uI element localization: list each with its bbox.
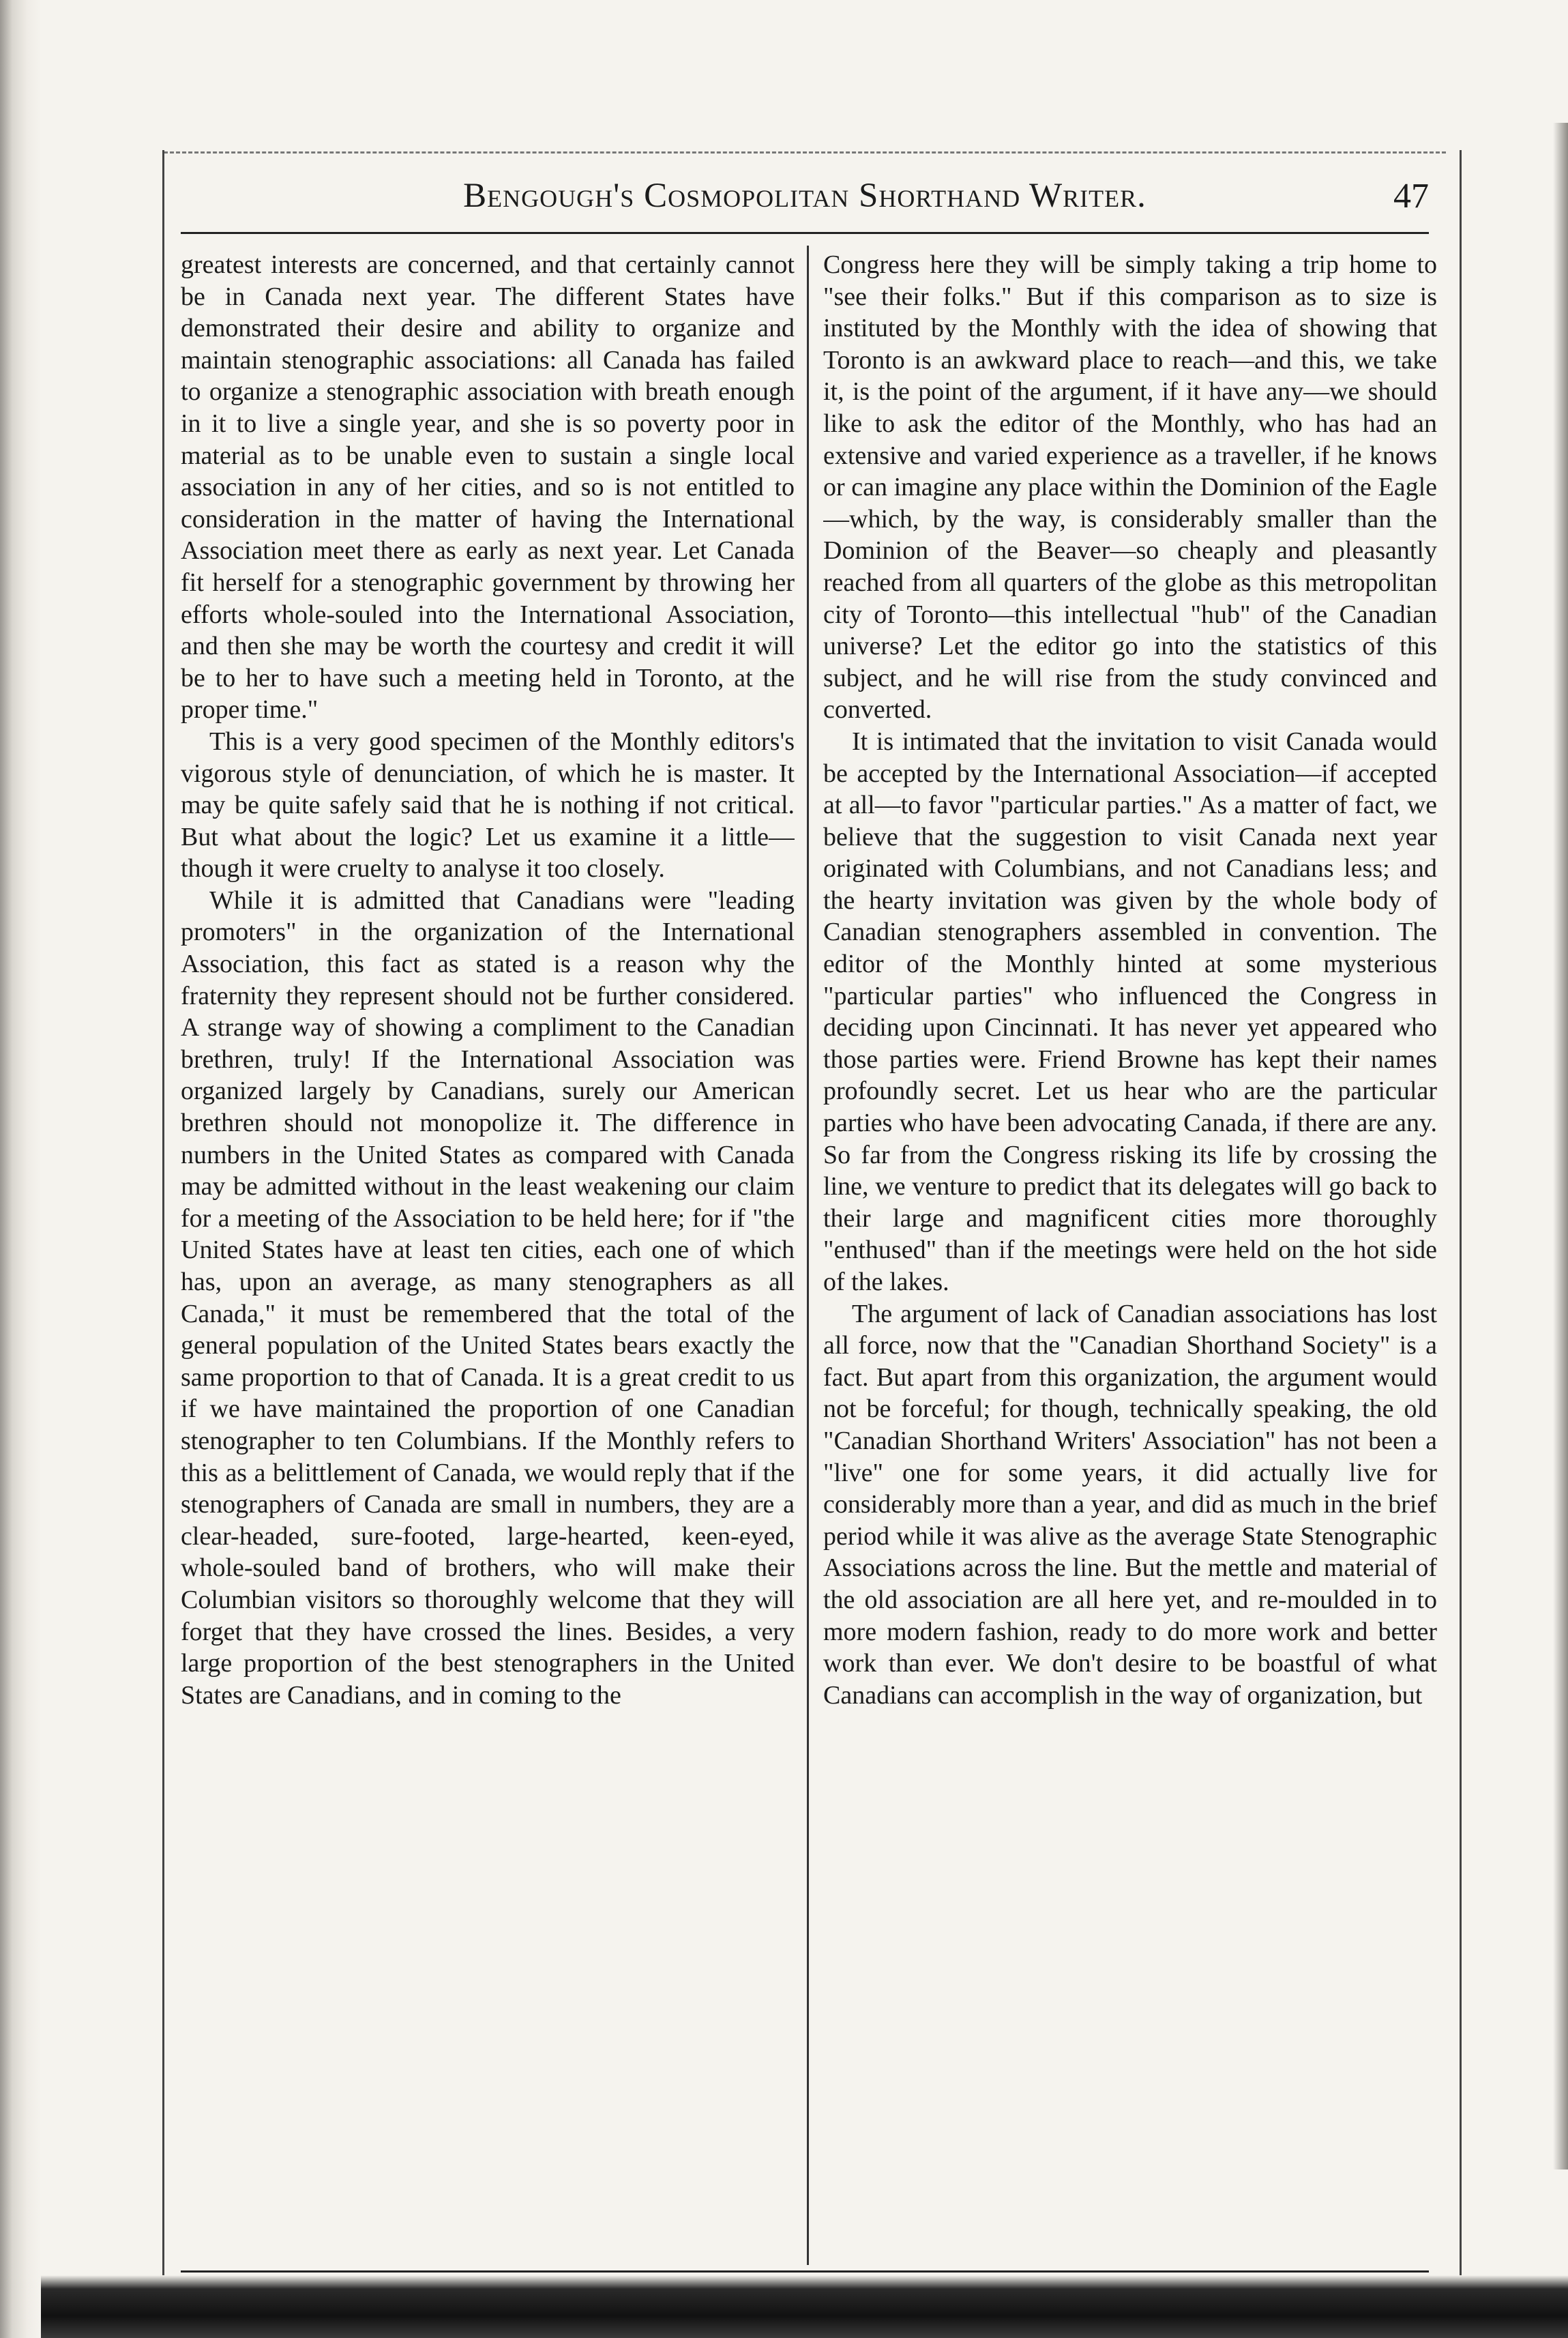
paragraph: Congress here they will be simply taking a trip home to "see their folks." But if this comparison as to size is instituted by the Monthly with the idea of showing that Toronto is an awkward place to reach—and this, we take it, is the point of the argument, if it have any—we should like to ask the editor of the Monthly, who has had an extensive and varied experience as a traveller, if he knows or can imagine any place within the Dominion of the Eagle—which, by the way, is considerably smaller than the Dominion of the Beaver—so cheaply and pleasantly reached from all quarters of the globe as this metropolitan city of Toronto—this intellectual "hub" of the Canadian universe? Let the editor go into the statistics of this subject, and he will rise from the study convinced and converted. xyxy=(823,250,1437,725)
running-head: Bengough's Cosmopolitan Shorthand Writer. xyxy=(463,177,1147,215)
page-number: 47 xyxy=(1393,177,1429,216)
scan-edge-left xyxy=(0,0,41,2338)
scan-edge-right xyxy=(1553,123,1568,2169)
header-rule xyxy=(181,232,1429,234)
paragraph: This is a very good specimen of the Monthly editors's vigorous style of denunciation, of which he is master. It may be quite safely said that he is nothing if not critical. But what about the logic? Let us examine it a little—though it were cruelty to analyse it too closely. xyxy=(181,727,795,883)
scan-bottom-edge xyxy=(41,2275,1568,2338)
paragraph: The argument of lack of Canadian associations has lost all force, now that the "Canadian Shorthand Society" is a fact. But apart from this organization, the argument would not be forceful; for though, technically speaking, the old "Canadian Shorthand Writers' Association" has not been a "live" one for some years, it did actually live for considerably more than a year, and did as much in the brief period while it was alive as the average State Stenographic Associations across the line. But the mettle and material of the old association are all here yet, and re-moulded in to more modern fashion, ready to do more work and better work than ever. We don't desire to be boastful of what Canadians can accomplish in the way of organization, but xyxy=(823,1299,1437,1710)
top-rule xyxy=(164,151,1446,154)
paragraph: greatest interests are concerned, and that certainly cannot be in Canada next year. The different States have demonstrated their desire and ability to organize and maintain stenographic associations: all Canada has failed to organize a stenographic association with breath enough in it to live a single year, and she is so poverty poor in material as to be unable even to sustain a single local association in any of her cities, and so is not entitled to consideration in the matter of having the International Association meet there as early as next year. Let Canada fit herself for a stenographic government by throwing her efforts whole-souled into the International Association, and then she may be worth the courtesy and credit it will be to her to have such a meeting held in Toronto, at the proper time." xyxy=(181,250,795,725)
frame-rule-right xyxy=(1460,150,1462,2279)
paragraph: While it is admitted that Canadians were "leading promoters" in the organization of the International Association, this fact as stated is a reason why the fraternity they represent should not be further considered. A strange way of showing a compliment to the Canadian brethren, truly! If the International Association was organized largely by Canadians, surely our American brethren should not monopolize it. The difference in numbers in the United States as compared with Canada may be admitted without in the least weakening our claim for a meeting of the Association to be held here; for if "the United States have at least ten cities, each one of which has, upon an average, as many stenographers as all Canada," it must be remembered that the total of the general population of the United States bears exactly the same proportion to that of Canada. It is a great credit to us if we have maintained the proportion of one Canadian stenographer to ten Columbians. If the Monthly refers to this as a belittlement of Canada, we would reply that if the stenographers of Canada are small in numbers, they are a clear-headed, sure-footed, large-hearted, keen-eyed, whole-souled band of brothers, who will make their Columbian visitors so thoroughly welcome that they will forget that they have crossed the lines. Besides, a very large proportion of the best stenographers in the United States are Canadians, and in coming to the xyxy=(181,886,795,1710)
footer-rule xyxy=(181,2270,1429,2273)
paragraph: It is intimated that the invitation to visit Canada would be accepted by the International Association—if accepted at all—to favor "particular parties." As a matter of fact, we believe that the suggestion to visit Canada next year originated with Columbians, and not Canadians less; and the hearty invitation was given by the whole body of Canadian stenographers assembled in convention. The editor of the Monthly hinted at some mysterious "particular parties" who influenced the Congress in deciding upon Cincinnati. It has never yet appeared who those parties were. Friend Browne has kept their names profoundly secret. Let us hear who are the particular parties who have been advocating Canada, if there are any. So far from the Congress risking its life by crossing the line, we venture to predict that its delegates will go back to their large and magnificent cities more thoroughly "enthused" than if the meetings were held on the hot side of the lakes. xyxy=(823,727,1437,1296)
page-header xyxy=(181,164,1429,239)
column-divider xyxy=(807,246,809,2265)
left-column xyxy=(181,249,795,2265)
right-column xyxy=(823,249,1437,2265)
frame-rule-left xyxy=(162,150,164,2279)
